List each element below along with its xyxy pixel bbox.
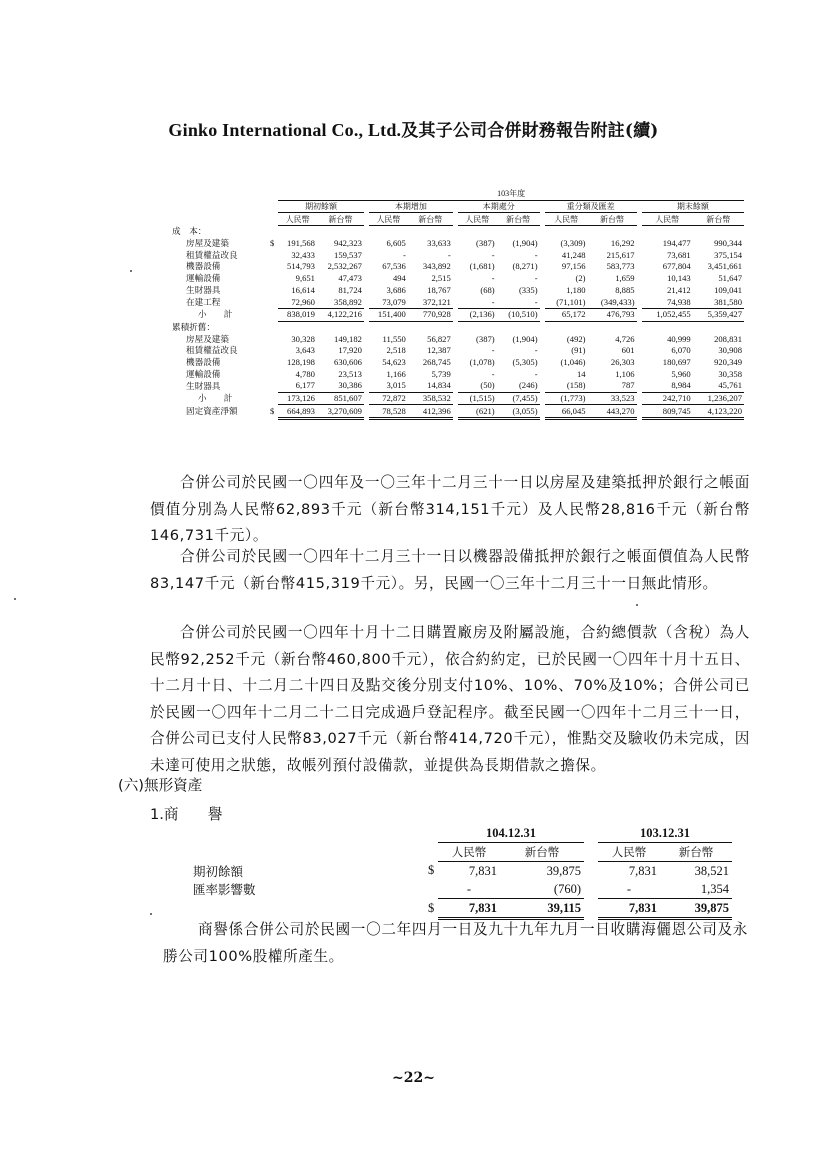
- table-cell: 677,804: [662, 261, 691, 272]
- table-cell: 268,745: [422, 356, 451, 367]
- currency-header: 人民幣: [642, 213, 693, 226]
- currency-symbol: [270, 296, 278, 308]
- row-label: 小 計: [198, 309, 233, 320]
- currency-symbol: [270, 285, 278, 297]
- table-cell: -: [497, 296, 540, 308]
- group-header: 本期增加: [369, 200, 453, 213]
- table-cell: [317, 226, 364, 238]
- fixed-assets-table: [172, 188, 744, 420]
- header-blank: [172, 200, 270, 213]
- table-cell: (50): [458, 380, 497, 392]
- currency-header: 新台幣: [693, 213, 744, 226]
- table-cell: (8,271): [512, 261, 538, 272]
- header-blank: [190, 824, 428, 843]
- subsection-title-goodwill: 1.商 譽: [150, 806, 223, 823]
- table-cell: (68): [480, 284, 495, 295]
- column-gap: [584, 880, 598, 899]
- table-cell: 215,617: [606, 249, 635, 260]
- table-row: [172, 226, 744, 238]
- table-cell: 4,122,216: [317, 308, 364, 321]
- table-cell: 242,710: [642, 392, 693, 405]
- table-cell: 770,928: [408, 308, 453, 321]
- company-name: Ginko International Co., Ltd.: [168, 120, 402, 140]
- table-row: [190, 880, 732, 899]
- table-cell: 3,015: [369, 380, 408, 392]
- table-cell: 10,143: [667, 273, 691, 284]
- table-cell: [408, 321, 453, 333]
- table-cell: 6,070: [671, 345, 691, 356]
- table-cell: 17,920: [338, 345, 362, 356]
- currency-header: 新台幣: [500, 843, 584, 862]
- table-row: [172, 285, 744, 297]
- table-cell: 1,659: [615, 273, 635, 284]
- table-cell: 33,633: [427, 238, 451, 249]
- currency-header: 新台幣: [588, 213, 637, 226]
- table-cell: 128,198: [287, 356, 315, 367]
- table-cell: 514,793: [287, 261, 315, 272]
- row-label: 生財器具: [186, 284, 221, 295]
- table-cell: 72,872: [369, 392, 408, 405]
- column-gap: [584, 899, 598, 919]
- table-cell: 1,180: [566, 284, 586, 295]
- table-row: [172, 333, 744, 345]
- table-cell: 5,359,427: [693, 308, 744, 321]
- table-cell: 358,892: [317, 296, 364, 308]
- table-cell: [458, 321, 497, 333]
- table-cell: 72,960: [278, 296, 317, 308]
- table-cell: (1,046): [560, 356, 586, 367]
- table-cell: 30,328: [291, 333, 315, 344]
- table-row: [172, 368, 744, 380]
- table-row: [172, 308, 744, 321]
- section-title-intangible-assets: (六)無形資產: [118, 777, 203, 794]
- table-cell: 920,349: [714, 356, 742, 367]
- currency-header: 人民幣: [458, 213, 497, 226]
- table-cell: 7,831: [438, 899, 500, 919]
- table-cell: 191,568: [287, 238, 315, 249]
- table-cell: -: [447, 249, 451, 260]
- currency-symbol: [270, 368, 278, 380]
- column-gap: [584, 862, 598, 881]
- currency-header: 人民幣: [545, 213, 588, 226]
- table-cell: 40,999: [667, 333, 691, 344]
- table-cell: [588, 321, 637, 333]
- table-cell: (2): [575, 273, 586, 284]
- table-cell: (246): [497, 380, 540, 392]
- table-cell: (2,136): [458, 308, 497, 321]
- scan-speck: [150, 913, 152, 915]
- table-cell: 3,451,661: [707, 261, 742, 272]
- table-cell: 343,892: [422, 261, 451, 272]
- table-cell: -: [458, 296, 497, 308]
- table-cell: (492): [566, 333, 586, 344]
- table-row: [172, 392, 744, 405]
- page-number: ~22~: [392, 1070, 435, 1086]
- table-cell: (3,309): [560, 238, 586, 249]
- currency-symbol: [270, 308, 278, 321]
- table-cell: 39,115: [500, 899, 584, 919]
- table-cell: (760): [500, 880, 584, 899]
- header-blank: [428, 824, 438, 843]
- table-cell: 3,686: [386, 284, 406, 295]
- table-cell: 41,248: [561, 249, 586, 260]
- currency-symbol: $: [270, 238, 275, 249]
- table-cell: 630,606: [334, 356, 362, 367]
- table-cell: 8,984: [642, 380, 693, 392]
- group-header: 重分類及匯差: [545, 200, 637, 213]
- table-cell: (1,681): [469, 261, 495, 272]
- row-label: 機器設備: [186, 261, 221, 272]
- table-cell: 39,875: [660, 899, 732, 919]
- period-header: 103.12.31: [598, 824, 732, 843]
- table-cell: 14,834: [408, 380, 453, 392]
- table-cell: (5,305): [512, 356, 538, 367]
- table-cell: -: [534, 249, 538, 260]
- table-cell: 7,831: [628, 863, 657, 878]
- table-cell: -: [534, 345, 538, 356]
- table-cell: 33,523: [588, 392, 637, 405]
- table-cell: 5,960: [671, 368, 691, 379]
- currency-symbol: [270, 261, 278, 273]
- table-cell: (1,904): [512, 333, 538, 344]
- table-cell: 47,473: [338, 273, 362, 284]
- currency-header: 人民幣: [598, 843, 660, 862]
- currency-symbol: [270, 345, 278, 357]
- currency-header: 人民幣: [369, 213, 408, 226]
- table-cell: 1,106: [615, 368, 635, 379]
- table-cell: 173,126: [278, 392, 317, 405]
- table-cell: 2,518: [386, 345, 406, 356]
- row-label: 房屋及建築: [186, 238, 229, 249]
- table-row: [190, 899, 732, 919]
- currency-symbol: [270, 273, 278, 285]
- table-cell: 26,303: [610, 356, 635, 367]
- row-label: 租賃權益改良: [186, 249, 238, 260]
- table-cell: [497, 321, 540, 333]
- header-blank: [172, 188, 270, 200]
- table-cell: [408, 226, 453, 238]
- table-row: [172, 238, 744, 250]
- currency-symbol: [270, 226, 278, 238]
- table-cell: (3,055): [497, 405, 540, 419]
- table-cell: 375,154: [714, 249, 742, 260]
- table-cell: 476,793: [588, 308, 637, 321]
- table-cell: 23,513: [338, 368, 362, 379]
- table-row: [172, 249, 744, 261]
- table-cell: [545, 226, 588, 238]
- currency-header: 人民幣: [438, 843, 500, 862]
- table-cell: 18,767: [427, 284, 451, 295]
- column-gap: [584, 843, 598, 862]
- table-cell: [369, 226, 408, 238]
- paragraph-mortgage-machinery: 合併公司於民國一〇四年十二月三十一日以機器設備抵押於銀行之帳面價值為人民幣83,147千元（新台幣415,319千元）。另，民國一〇三年十二月三十一日無此情形。: [150, 548, 750, 592]
- table-cell: 159,537: [334, 249, 362, 260]
- scan-speck: [14, 598, 16, 600]
- paragraph-plant-purchase: 合併公司於民國一〇四年十月十二日購置廠房及附屬設施，合約總價款（含稅）為人民幣92,252千元（新台幣460,800千元），依合約約定，已於民國一〇四年十月十五日、十二月十日、十二月二十四日及點交後分別支付10%、10%、70%及10%；合併公司已於民國一〇四年十二月二十二日完成過戶登記程序。截至民國一〇四年十二月三十一日，合併公司已支付人民幣83,027千元（新台幣414,720千元），惟點交及驗收仍未完成，因未達可使用之狀態，故帳列預付設備款，並提供為長期借款之擔保。: [150, 624, 750, 774]
- table-cell: 9,651: [295, 273, 315, 284]
- table-cell: 942,323: [334, 238, 362, 249]
- currency-header: 新台幣: [317, 213, 364, 226]
- table-cell: (387): [476, 238, 495, 249]
- group-header: 期末餘額: [642, 200, 744, 213]
- table-cell: 74,938: [642, 296, 693, 308]
- table-cell: 208,831: [714, 333, 742, 344]
- table-cell: 97,156: [561, 261, 586, 272]
- currency-symbol: [270, 357, 278, 369]
- table-cell: 1,236,207: [693, 392, 744, 405]
- table-cell: 6,177: [278, 380, 317, 392]
- currency-symbol: [270, 321, 278, 333]
- table-cell: (1,515): [458, 392, 497, 405]
- table-cell: 30,908: [718, 345, 742, 356]
- header-blank: [190, 843, 428, 862]
- group-header: 期初餘額: [278, 200, 364, 213]
- table-row: [172, 321, 744, 333]
- table-cell: -: [491, 249, 495, 260]
- table-cell: 30,358: [718, 368, 742, 379]
- table-cell: 3,643: [295, 345, 315, 356]
- header-blank: [428, 843, 438, 862]
- table-cell: 4,726: [615, 333, 635, 344]
- paragraph-goodwill-origin: 商譽係合併公司於民國一〇二年四月一日及九十九年九月一日收購海儷恩公司及永勝公司100%股權所產生。: [163, 921, 748, 965]
- table-cell: 7,831: [598, 899, 660, 919]
- table-cell: 4,123,220: [693, 405, 744, 419]
- table-cell: 16,614: [291, 284, 315, 295]
- table-row: [172, 380, 744, 392]
- table-cell: 601: [621, 345, 635, 356]
- table-cell: -: [534, 368, 538, 379]
- group-header: 本期處分: [458, 200, 540, 213]
- currency-symbol: $: [428, 863, 435, 878]
- table-cell: 1,166: [386, 368, 406, 379]
- table-cell: 54,623: [382, 356, 406, 367]
- table-cell: [317, 321, 364, 333]
- table-row: [172, 296, 744, 308]
- table-cell: 851,607: [317, 392, 364, 405]
- table-cell: 583,773: [606, 261, 635, 272]
- row-label: 在建工程: [186, 296, 221, 307]
- table-row: [172, 357, 744, 369]
- table-cell: 180,697: [662, 356, 691, 367]
- table-cell: 73,681: [667, 249, 691, 260]
- table-cell: 73,079: [369, 296, 408, 308]
- table-cell: 32,433: [291, 249, 315, 260]
- currency-header: 新台幣: [408, 213, 453, 226]
- row-label: 運輸設備: [186, 368, 221, 379]
- table-cell: 12,387: [427, 345, 451, 356]
- currency-header: 新台幣: [660, 843, 732, 862]
- table-cell: [588, 226, 637, 238]
- table-cell: 2,532,267: [327, 261, 362, 272]
- currency-symbol: $: [428, 901, 435, 915]
- header-blank: [172, 213, 270, 226]
- header-blank: [270, 188, 278, 200]
- table-cell: (335): [518, 284, 538, 295]
- scan-speck: [636, 604, 638, 606]
- table-cell: 381,580: [693, 296, 744, 308]
- table-cell: 45,761: [693, 380, 744, 392]
- table-cell: 194,477: [662, 238, 691, 249]
- row-label: 運輸設備: [186, 273, 221, 284]
- currency-symbol: [270, 333, 278, 345]
- table-cell: -: [491, 368, 495, 379]
- table-cell: 809,745: [642, 405, 693, 419]
- table-cell: 664,893: [278, 405, 317, 419]
- table-cell: (1,078): [469, 356, 495, 367]
- table-cell: 21,412: [667, 284, 691, 295]
- table-cell: 78,528: [369, 405, 408, 419]
- row-label: 生財器具: [186, 380, 221, 391]
- period-header: 104.12.31: [438, 824, 584, 843]
- table-cell: [278, 226, 317, 238]
- row-label: 累積折舊：: [172, 321, 215, 332]
- goodwill-table: [190, 824, 732, 920]
- table-cell: 2,515: [431, 273, 451, 284]
- row-label: [190, 899, 428, 919]
- column-gap: [584, 824, 598, 843]
- currency-symbol: $: [270, 406, 275, 417]
- table-row: [190, 862, 732, 881]
- table-cell: 30,386: [317, 380, 364, 392]
- table-cell: 149,182: [334, 333, 362, 344]
- table-cell: 109,041: [714, 284, 742, 295]
- table-cell: 39,875: [546, 863, 581, 878]
- table-cell: 11,550: [382, 333, 406, 344]
- table-cell: 1,354: [660, 880, 732, 899]
- table-cell: -: [534, 273, 538, 284]
- paragraph-mortgage-buildings: 合併公司於民國一〇四年及一〇三年十二月三十一日以房屋及建築抵押於銀行之帳面價值分別為人民幣62,893千元（新台幣314,151千元）及人民幣28,816千元（新台幣146,731千元）。: [150, 474, 750, 544]
- row-label: 小 計: [198, 393, 233, 404]
- table-cell: (349,433): [588, 296, 637, 308]
- title-suffix: 及其子公司合併財務報告附註(續): [401, 121, 659, 141]
- table-cell: [278, 321, 317, 333]
- table-cell: 38,521: [694, 863, 729, 878]
- table-cell: 81,724: [338, 284, 362, 295]
- table-cell: (621): [458, 405, 497, 419]
- table-row: [172, 345, 744, 357]
- table-cell: 443,270: [588, 405, 637, 419]
- table-cell: 838,019: [278, 308, 317, 321]
- table-cell: 56,827: [427, 333, 451, 344]
- table-cell: 51,647: [718, 273, 742, 284]
- table-cell: -: [491, 273, 495, 284]
- table-cell: 358,532: [408, 392, 453, 405]
- table-cell: 67,536: [382, 261, 406, 272]
- table-cell: 3,270,609: [317, 405, 364, 419]
- table-row: [172, 405, 744, 419]
- table-row: [172, 273, 744, 285]
- table-cell: 14: [576, 368, 586, 379]
- scan-speck: [130, 270, 132, 272]
- table-cell: (158): [545, 380, 588, 392]
- table-cell: 1,052,455: [642, 308, 693, 321]
- table-cell: [693, 226, 744, 238]
- row-label: 成 本：: [172, 226, 207, 237]
- currency-symbol: [270, 380, 278, 392]
- table-cell: (1,773): [545, 392, 588, 405]
- table-cell: -: [438, 880, 500, 899]
- table-cell: -: [598, 880, 660, 899]
- header-blank: [270, 213, 278, 226]
- table-cell: [642, 226, 693, 238]
- table-cell: [458, 226, 497, 238]
- currency-header: 人民幣: [278, 213, 317, 226]
- year-header: 103年度: [278, 188, 744, 200]
- table-cell: 151,400: [369, 308, 408, 321]
- currency-symbol: [428, 880, 438, 899]
- table-cell: [693, 321, 744, 333]
- currency-header: 新台幣: [497, 213, 540, 226]
- table-cell: 494: [392, 273, 406, 284]
- table-cell: (71,101): [545, 296, 588, 308]
- currency-symbol: [270, 392, 278, 405]
- page-title: [0, 116, 827, 141]
- table-cell: 372,121: [408, 296, 453, 308]
- table-cell: (1,904): [512, 238, 538, 249]
- table-cell: [369, 321, 408, 333]
- row-label: 租賃權益改良: [186, 345, 238, 356]
- table-cell: 8,885: [615, 284, 635, 295]
- row-label: 匯率影響數: [193, 882, 256, 898]
- row-label: 機器設備: [186, 356, 221, 367]
- table-cell: 4,780: [295, 368, 315, 379]
- table-cell: 412,396: [408, 405, 453, 419]
- table-cell: [642, 321, 693, 333]
- table-cell: 990,344: [714, 238, 742, 249]
- table-cell: (7,455): [497, 392, 540, 405]
- table-cell: (10,510): [497, 308, 540, 321]
- table-cell: 5,739: [431, 368, 451, 379]
- table-cell: 66,045: [545, 405, 588, 419]
- row-label: 固定資產淨額: [186, 406, 238, 417]
- currency-symbol: [270, 249, 278, 261]
- table-cell: -: [491, 345, 495, 356]
- table-cell: [545, 321, 588, 333]
- table-cell: 787: [588, 380, 637, 392]
- table-cell: (91): [571, 345, 586, 356]
- table-cell: 65,172: [545, 308, 588, 321]
- table-cell: [497, 226, 540, 238]
- table-cell: 6,605: [386, 238, 406, 249]
- table-cell: 16,292: [610, 238, 635, 249]
- table-cell: 7,831: [468, 863, 497, 878]
- table-cell: -: [402, 249, 406, 260]
- row-label: 房屋及建築: [186, 333, 229, 344]
- header-blank: [270, 200, 278, 213]
- table-row: [172, 261, 744, 273]
- row-label: 期初餘額: [193, 863, 244, 879]
- table-cell: (387): [476, 333, 495, 344]
